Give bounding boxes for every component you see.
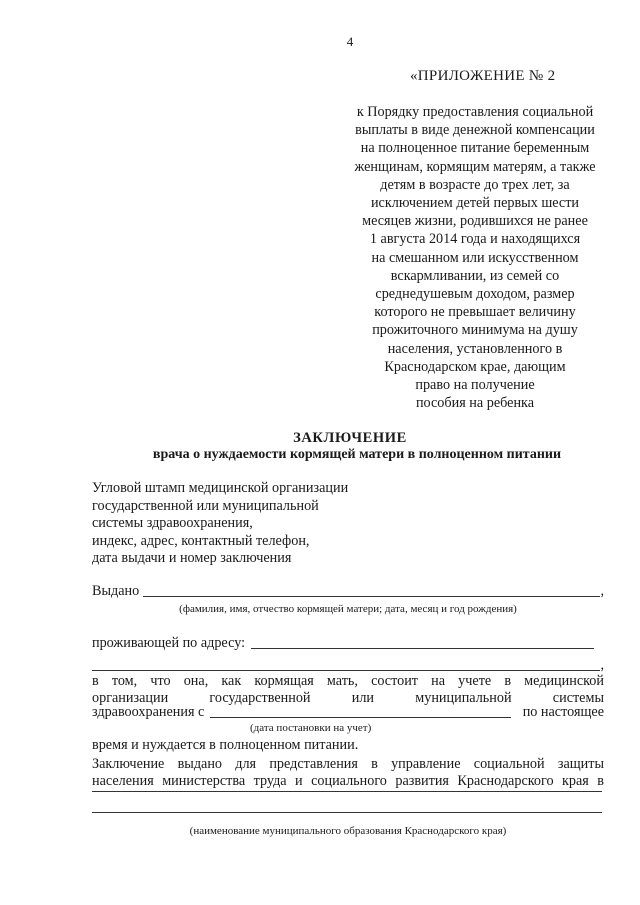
address-comma: , [600,657,604,673]
municipal-field-2[interactable] [92,812,602,813]
address-field[interactable] [251,648,594,649]
appendix-line: Краснодарском крае, дающим [384,358,566,375]
address-field-2[interactable] [92,670,600,671]
body-line-4: время и нуждается в полноценном питании. [92,737,359,753]
appendix-line: среднедушевым доходом, размер [375,286,575,303]
appendix-line: женщинам, кормящим матерям, а также [354,158,596,175]
appendix-line: вскармливании, из семей со [390,267,560,284]
municipal-caption: (наименование муниципального образования Краснодарского края) [189,825,507,837]
address-row-2 [92,657,604,674]
issued-caption: (фамилия, имя, отчество кормящей матери; дата, месяц и год рождения) [179,603,517,615]
document-title: ЗАКЛЮЧЕНИЕ [293,430,407,446]
registration-date-field[interactable] [210,717,510,718]
issued-to-field[interactable] [143,596,600,597]
appendix-line: населения, установленного в [387,340,563,357]
municipal-row-1 [92,791,602,795]
appendix-line: которого не превышает величину [374,304,576,321]
date-caption: (дата постановки на учет) [250,722,372,734]
appendix-line: 1 августа 2014 года и находящихся [369,231,581,248]
address-label: проживающей по адресу: [92,635,246,651]
appendix-line: месяцев жизни, родившихся не ранее [362,213,588,230]
appendix-line: на полноценное питание беременным [360,140,590,157]
appendix-line: детям в возрасте до трех лет, за [380,176,570,193]
conclusion-line-2: населения министерства труда и социального развития Краснодарского края в [92,773,604,789]
municipal-field-1[interactable] [92,791,602,792]
appendix-reference [330,103,620,412]
appendix-line: к Порядку предоставления социальной [356,104,594,120]
page-number: 4 [346,34,354,49]
body-line-1: в том, что она, как кормящая мать, состоит на учете в медицинской [92,673,604,689]
address-row [92,635,594,652]
stamp-line: Угловой штамп медицинской организации [92,480,349,496]
body-line-2: организации государственной или муниципальной системы [92,690,604,706]
stamp-line: системы здравоохранения, [92,515,253,532]
body-line-3-start: здравоохранения с [92,704,205,720]
appendix-line: прожиточного минимума на душу [372,322,578,339]
issued-comma: , [600,583,604,599]
appendix-line: выплаты в виде денежной компенсации [355,122,595,139]
issued-row [92,583,604,600]
appendix-line: исключением детей первых шести [370,195,580,212]
stamp-line: дата выдачи и номер заключения [92,550,292,567]
appendix-line: пособия на ребенка [415,395,535,412]
appendix-line: право на получение [415,377,535,394]
stamp-block [92,480,348,568]
appendix-line: на смешанном или искусственном [371,249,579,266]
municipal-row-2 [92,812,602,816]
body-line-3 [92,704,604,721]
stamp-line: индекс, адрес, контактный телефон, [92,532,310,549]
conclusion-line-1: Заключение выдано для представления в управление социальной защиты [92,756,604,772]
stamp-line: государственной или муниципальной [92,497,319,514]
issued-label: Выдано [92,583,140,599]
body-line-3-end: по настоящее [522,704,604,720]
appendix-heading: «ПРИЛОЖЕНИЕ № 2 [410,68,556,84]
document-subtitle: врача о нуждаемости кормящей матери в полноценном питании [152,447,562,462]
